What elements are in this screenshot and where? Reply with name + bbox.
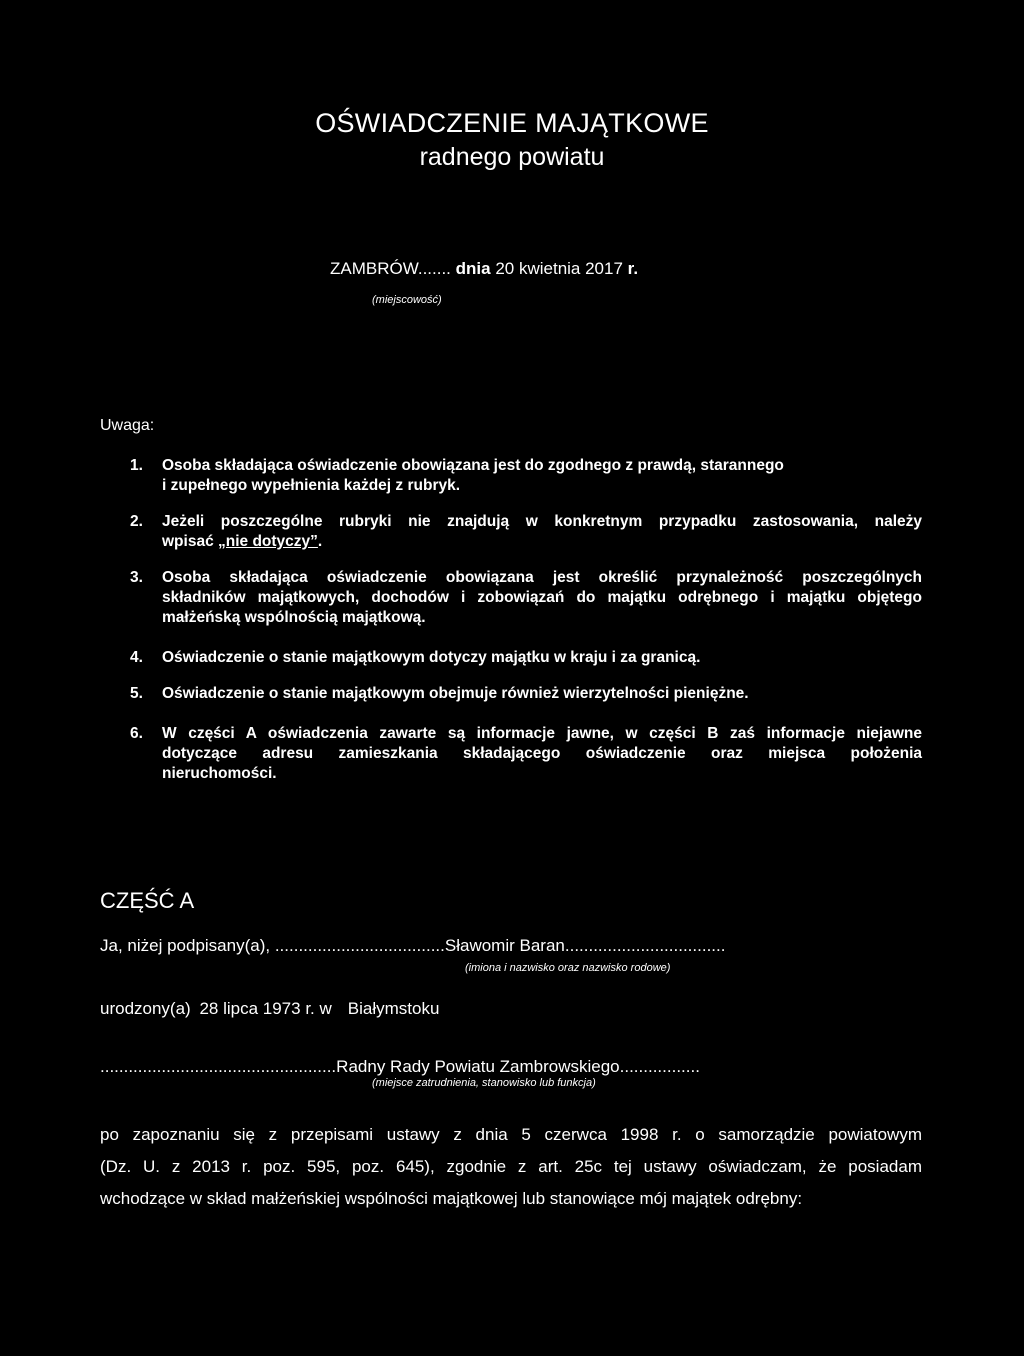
dots: .................................... [274, 936, 445, 955]
name-caption: (imiona i nazwisko oraz nazwisko rodowe) [465, 962, 671, 974]
born-in: w [319, 999, 332, 1018]
place-dots: ....... [417, 259, 451, 278]
job-title: Radny Rady Powiatu Zambrowskiego [336, 1057, 620, 1076]
notes-heading: Uwaga: [100, 417, 155, 434]
dots: ................. [619, 1057, 700, 1076]
note-number: 4. [130, 649, 143, 666]
note-line: nieruchomości. [162, 765, 277, 782]
part-a-heading: CZĘŚĆ A [100, 888, 195, 913]
declarant-name: Sławomir Baran [444, 936, 565, 955]
not-applicable-phrase: „nie dotyczy” [218, 533, 318, 550]
note-line: i zupełnego wypełnienia każdej z rubryk. [162, 477, 461, 494]
document-subtitle: radnego powiatu [419, 143, 605, 171]
note-number: 3. [130, 569, 143, 586]
statement-line: po zapoznaniu się z przepisami ustawy z dnia 5 czerwca 1998 r. o samorządzie powiatowym [100, 1125, 922, 1144]
date: 20 kwietnia 2017 [495, 259, 623, 278]
note-number: 2. [130, 513, 143, 530]
place-date-line [330, 259, 638, 279]
note-number: 5. [130, 685, 143, 702]
note-line: Oświadczenie o stanie majątkowym dotyczy majątku w kraju i za granicą. [162, 649, 701, 666]
note-line: małżeńską wspólnością majątkową. [162, 609, 426, 626]
place: ZAMBRÓW [330, 259, 418, 278]
declarant-line [100, 936, 725, 956]
document-title: OŚWIADCZENIE MAJĄTKOWE [315, 108, 709, 138]
date-label: dnia [455, 259, 491, 278]
note-line-tail [162, 532, 922, 552]
birth-line [100, 999, 439, 1019]
note-tail-suffix: . [317, 533, 323, 550]
note-number: 6. [130, 725, 143, 742]
dots: .................................................. [100, 1057, 337, 1076]
note-line: Osoba składająca oświadczenie obowiązana jest do zgodnego z prawdą, starannego [162, 457, 784, 474]
declarant-prefix: Ja, niżej podpisany(a), [100, 936, 275, 955]
statement-line: (Dz. U. z 2013 r. poz. 595, poz. 645), zgodnie z art. 25c tej ustawy oświadczam, że posiadam [100, 1157, 922, 1176]
job-line [100, 1057, 700, 1077]
note-line: Osoba składająca oświadczenie obowiązana jest określić przynależność poszczególnych [162, 569, 922, 586]
birth-date: 28 lipca 1973 r. [199, 999, 315, 1018]
born-label: urodzony(a) [100, 999, 191, 1018]
note-line: W części A oświadczenia zawarte są informacje jawne, w części B zaś informacje niejawne [162, 725, 922, 742]
note-line: składników majątkowych, dochodów i zobowiązań do majątku odrębnego i majątku objętego [162, 589, 922, 606]
note-tail-prefix: wpisać [162, 533, 218, 550]
note-number: 1. [130, 457, 143, 474]
job-caption: (miejsce zatrudnienia, stanowisko lub funkcja) [372, 1077, 596, 1089]
dots: .................................. [564, 936, 726, 955]
birth-place: Białymstoku [347, 999, 440, 1018]
statement-line: wchodzące w skład małżeńskiej wspólności majątkowej lub stanowiące mój majątek odrębny: [100, 1189, 803, 1208]
place-caption: (miejscowość) [372, 294, 442, 306]
note-line: Jeżeli poszczególne rubryki nie znajdują w konkretnym przypadku zastosowania, należy [162, 513, 922, 530]
note-line: dotyczące adresu zamieszkania składającego oświadczenie oraz miejsca położenia [162, 745, 922, 762]
note-line: Oświadczenie o stanie majątkowym obejmuje również wierzytelności pieniężne. [162, 685, 749, 702]
date-suffix: r. [627, 259, 639, 278]
